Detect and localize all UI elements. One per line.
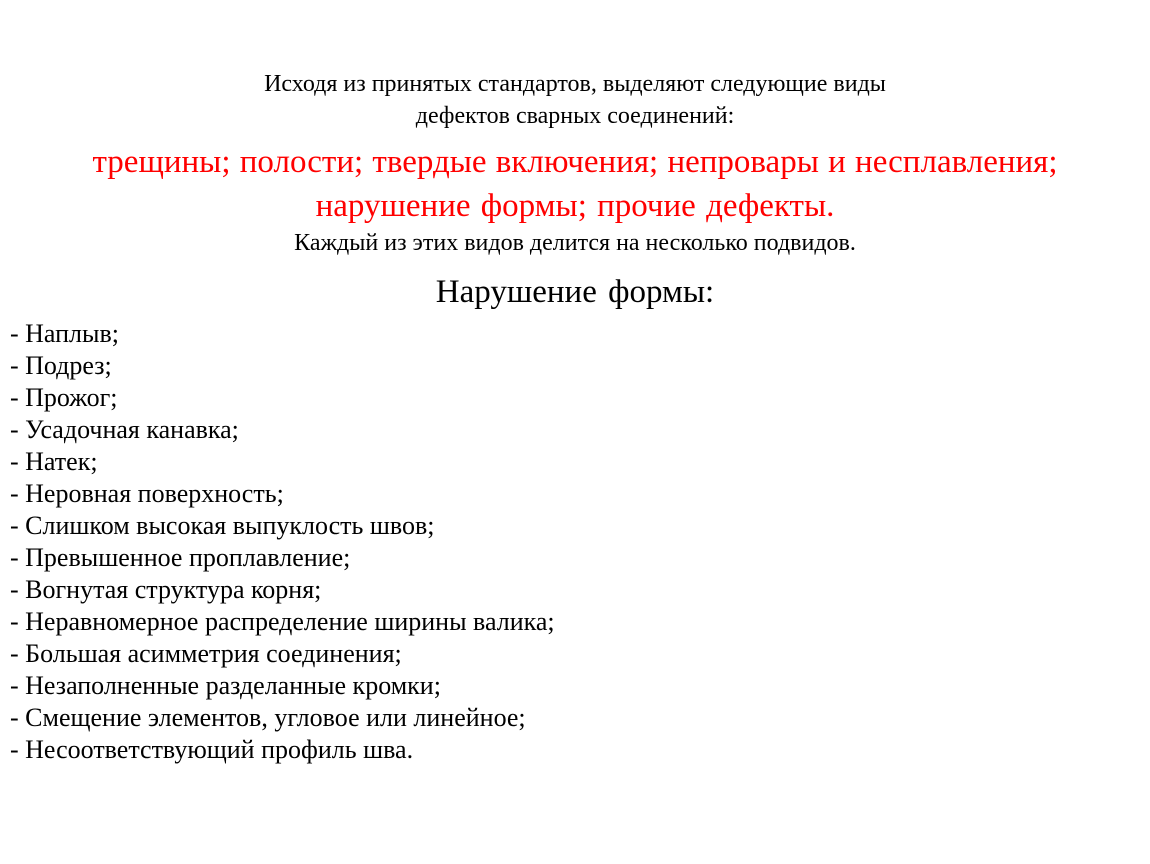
list-item: - Усадочная канавка; (10, 415, 239, 444)
list-item: - Вогнутая структура корня; (10, 575, 322, 604)
defect-types-line-1: трещины; полости; твердые включения; непровары и несплавления; (92, 144, 1058, 180)
list-item: - Натек; (10, 447, 98, 476)
intro-text-line-1: Исходя из принятых стандартов, выделяют следующие виды (264, 71, 886, 97)
list-item: - Несоответствующий профиль шва. (10, 735, 414, 764)
list-item: - Наплыв; (10, 319, 119, 348)
list-item: - Большая асимметрия соединения; (10, 639, 402, 668)
list-item: - Неровная поверхность; (10, 479, 284, 508)
defect-types-line-2: нарушение формы; прочие дефекты. (315, 188, 835, 224)
list-item: - Смещение элементов, угловое или линейное; (10, 703, 526, 732)
intro-text-line-2: дефектов сварных соединений: (415, 103, 735, 129)
subtypes-note: Каждый из этих видов делится на несколько подвидов. (294, 230, 856, 256)
list-item: - Незаполненные разделанные кромки; (10, 671, 441, 700)
list-item: - Превышенное проплавление; (10, 543, 351, 572)
shape-defects-list (10, 318, 1130, 766)
list-item: - Подрез; (10, 351, 112, 380)
list-item: - Прожог; (10, 383, 118, 412)
list-item: - Неравномерное распределение ширины валика; (10, 607, 555, 636)
section-heading: Нарушение формы: (435, 274, 715, 310)
list-item: - Слишком высокая выпуклость швов; (10, 511, 435, 540)
